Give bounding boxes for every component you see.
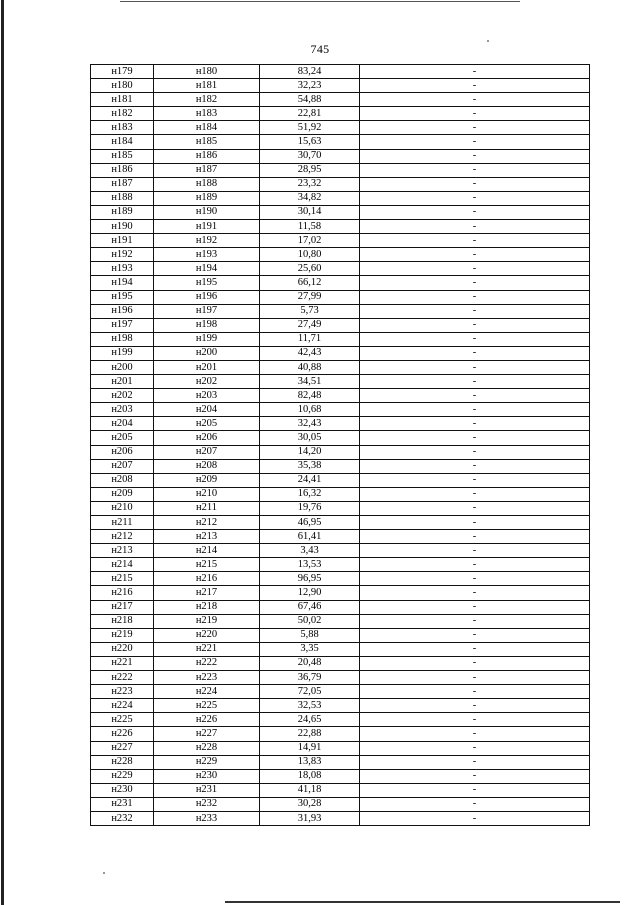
note-cell: - [360, 769, 590, 783]
point-to-cell: н228 [154, 741, 260, 755]
table-row [91, 79, 590, 93]
point-to-cell: н214 [154, 544, 260, 558]
table-row [91, 403, 590, 417]
note-cell: - [360, 558, 590, 572]
point-to-cell: н190 [154, 205, 260, 219]
distance-cell: 19,76 [260, 501, 360, 515]
distance-cell: 27,49 [260, 318, 360, 332]
note-cell: - [360, 699, 590, 713]
note-cell: - [360, 811, 590, 825]
note-cell: - [360, 431, 590, 445]
table-row [91, 318, 590, 332]
point-to-cell: н197 [154, 304, 260, 318]
point-from-cell: н189 [91, 205, 154, 219]
point-from-cell: н211 [91, 516, 154, 530]
distance-cell: 66,12 [260, 276, 360, 290]
point-from-cell: н207 [91, 459, 154, 473]
point-to-cell: н203 [154, 389, 260, 403]
note-cell: - [360, 403, 590, 417]
distance-cell: 32,43 [260, 417, 360, 431]
note-cell: - [360, 375, 590, 389]
note-cell: - [360, 149, 590, 163]
note-cell: - [360, 642, 590, 656]
distance-cell: 15,63 [260, 135, 360, 149]
distance-cell: 11,71 [260, 332, 360, 346]
point-from-cell: н192 [91, 248, 154, 262]
table-row [91, 290, 590, 304]
distance-cell: 5,73 [260, 304, 360, 318]
point-to-cell: н184 [154, 121, 260, 135]
note-cell: - [360, 473, 590, 487]
table-row [91, 163, 590, 177]
table-row [91, 332, 590, 346]
note-cell: - [360, 417, 590, 431]
distance-cell: 22,88 [260, 727, 360, 741]
point-to-cell: н221 [154, 642, 260, 656]
distance-cell: 12,90 [260, 586, 360, 600]
distance-cell: 32,23 [260, 79, 360, 93]
table-row [91, 501, 590, 515]
point-from-cell: н197 [91, 318, 154, 332]
scan-edge-bottom [225, 901, 620, 903]
note-cell: - [360, 135, 590, 149]
point-from-cell: н230 [91, 783, 154, 797]
point-from-cell: н204 [91, 417, 154, 431]
point-to-cell: н220 [154, 628, 260, 642]
distance-cell: 36,79 [260, 671, 360, 685]
table-row [91, 614, 590, 628]
note-cell: - [360, 191, 590, 205]
distance-cell: 3,43 [260, 544, 360, 558]
point-to-cell: н207 [154, 445, 260, 459]
point-from-cell: н196 [91, 304, 154, 318]
distance-cell: 16,32 [260, 487, 360, 501]
point-from-cell: н213 [91, 544, 154, 558]
point-from-cell: н200 [91, 360, 154, 374]
point-to-cell: н210 [154, 487, 260, 501]
distance-cell: 11,58 [260, 220, 360, 234]
point-to-cell: н204 [154, 403, 260, 417]
table-row [91, 205, 590, 219]
point-to-cell: н229 [154, 755, 260, 769]
distance-cell: 13,53 [260, 558, 360, 572]
distance-cell: 20,48 [260, 656, 360, 670]
table-row [91, 234, 590, 248]
table-row [91, 149, 590, 163]
table-row [91, 459, 590, 473]
distance-cell: 24,65 [260, 713, 360, 727]
table-row [91, 530, 590, 544]
distance-cell: 41,18 [260, 783, 360, 797]
distance-cell: 24,41 [260, 473, 360, 487]
table-row [91, 755, 590, 769]
point-from-cell: н221 [91, 656, 154, 670]
note-cell: - [360, 741, 590, 755]
note-cell: - [360, 262, 590, 276]
note-cell: - [360, 797, 590, 811]
distance-cell: 35,38 [260, 459, 360, 473]
point-to-cell: н206 [154, 431, 260, 445]
point-to-cell: н182 [154, 93, 260, 107]
note-cell: - [360, 304, 590, 318]
note-cell: - [360, 220, 590, 234]
point-to-cell: н193 [154, 248, 260, 262]
scan-speck [103, 872, 105, 874]
distance-cell: 13,83 [260, 755, 360, 769]
point-from-cell: н212 [91, 530, 154, 544]
point-to-cell: н218 [154, 600, 260, 614]
distance-cell: 14,91 [260, 741, 360, 755]
point-from-cell: н191 [91, 234, 154, 248]
note-cell: - [360, 614, 590, 628]
point-to-cell: н216 [154, 572, 260, 586]
note-cell: - [360, 713, 590, 727]
table-row [91, 797, 590, 811]
note-cell: - [360, 346, 590, 360]
scan-speck [487, 40, 489, 42]
point-from-cell: н231 [91, 797, 154, 811]
note-cell: - [360, 671, 590, 685]
point-from-cell: н226 [91, 727, 154, 741]
distance-cell: 31,93 [260, 811, 360, 825]
note-cell: - [360, 290, 590, 304]
point-from-cell: н217 [91, 600, 154, 614]
note-cell: - [360, 248, 590, 262]
point-from-cell: н198 [91, 332, 154, 346]
table-row [91, 220, 590, 234]
point-to-cell: н208 [154, 459, 260, 473]
note-cell: - [360, 783, 590, 797]
note-cell: - [360, 544, 590, 558]
distance-cell: 54,88 [260, 93, 360, 107]
point-from-cell: н195 [91, 290, 154, 304]
table-row [91, 628, 590, 642]
point-from-cell: н188 [91, 191, 154, 205]
point-to-cell: н212 [154, 516, 260, 530]
note-cell: - [360, 501, 590, 515]
distance-cell: 96,95 [260, 572, 360, 586]
point-from-cell: н218 [91, 614, 154, 628]
table-row [91, 135, 590, 149]
table-row [91, 713, 590, 727]
table-row [91, 276, 590, 290]
point-to-cell: н201 [154, 360, 260, 374]
distance-cell: 10,80 [260, 248, 360, 262]
note-cell: - [360, 234, 590, 248]
point-from-cell: н222 [91, 671, 154, 685]
note-cell: - [360, 727, 590, 741]
point-to-cell: н222 [154, 656, 260, 670]
table-row [91, 107, 590, 121]
distance-cell: 10,68 [260, 403, 360, 417]
point-from-cell: н199 [91, 346, 154, 360]
point-to-cell: н180 [154, 65, 260, 79]
distance-cell: 18,08 [260, 769, 360, 783]
table-row [91, 304, 590, 318]
note-cell: - [360, 107, 590, 121]
point-to-cell: н213 [154, 530, 260, 544]
point-to-cell: н181 [154, 79, 260, 93]
scan-edge-left [1, 0, 4, 905]
note-cell: - [360, 685, 590, 699]
point-from-cell: н208 [91, 473, 154, 487]
distance-cell: 30,28 [260, 797, 360, 811]
point-to-cell: н231 [154, 783, 260, 797]
table-row [91, 375, 590, 389]
table-body [91, 65, 590, 826]
point-to-cell: н195 [154, 276, 260, 290]
scan-edge-top [120, 1, 520, 2]
distance-cell: 14,20 [260, 445, 360, 459]
point-to-cell: н211 [154, 501, 260, 515]
distance-cell: 30,14 [260, 205, 360, 219]
point-from-cell: н203 [91, 403, 154, 417]
table-row [91, 445, 590, 459]
table-row [91, 360, 590, 374]
point-to-cell: н227 [154, 727, 260, 741]
distance-cell: 34,51 [260, 375, 360, 389]
coordinates-table [90, 64, 590, 826]
note-cell: - [360, 628, 590, 642]
point-to-cell: н215 [154, 558, 260, 572]
point-to-cell: н200 [154, 346, 260, 360]
note-cell: - [360, 205, 590, 219]
point-from-cell: н181 [91, 93, 154, 107]
note-cell: - [360, 360, 590, 374]
point-to-cell: н233 [154, 811, 260, 825]
point-to-cell: н189 [154, 191, 260, 205]
distance-cell: 61,41 [260, 530, 360, 544]
table-row [91, 121, 590, 135]
point-from-cell: н219 [91, 628, 154, 642]
table-row [91, 346, 590, 360]
point-from-cell: н190 [91, 220, 154, 234]
point-from-cell: н187 [91, 177, 154, 191]
note-cell: - [360, 530, 590, 544]
point-to-cell: н196 [154, 290, 260, 304]
point-from-cell: н220 [91, 642, 154, 656]
point-from-cell: н215 [91, 572, 154, 586]
point-to-cell: н209 [154, 473, 260, 487]
table-row [91, 769, 590, 783]
note-cell: - [360, 121, 590, 135]
point-from-cell: н194 [91, 276, 154, 290]
table-row [91, 600, 590, 614]
point-to-cell: н186 [154, 149, 260, 163]
point-to-cell: н191 [154, 220, 260, 234]
note-cell: - [360, 445, 590, 459]
note-cell: - [360, 755, 590, 769]
distance-cell: 3,35 [260, 642, 360, 656]
point-to-cell: н232 [154, 797, 260, 811]
note-cell: - [360, 93, 590, 107]
table-row [91, 685, 590, 699]
table-row [91, 473, 590, 487]
point-to-cell: н226 [154, 713, 260, 727]
point-to-cell: н224 [154, 685, 260, 699]
point-from-cell: н227 [91, 741, 154, 755]
point-from-cell: н180 [91, 79, 154, 93]
distance-cell: 67,46 [260, 600, 360, 614]
table-row [91, 727, 590, 741]
point-from-cell: н216 [91, 586, 154, 600]
table-row [91, 516, 590, 530]
table-row [91, 262, 590, 276]
point-from-cell: н205 [91, 431, 154, 445]
note-cell: - [360, 332, 590, 346]
point-to-cell: н202 [154, 375, 260, 389]
point-from-cell: н232 [91, 811, 154, 825]
note-cell: - [360, 600, 590, 614]
point-to-cell: н192 [154, 234, 260, 248]
note-cell: - [360, 177, 590, 191]
distance-cell: 72,05 [260, 685, 360, 699]
distance-cell: 27,99 [260, 290, 360, 304]
point-from-cell: н186 [91, 163, 154, 177]
point-from-cell: н193 [91, 262, 154, 276]
point-from-cell: н225 [91, 713, 154, 727]
table-row [91, 417, 590, 431]
table-row [91, 783, 590, 797]
distance-cell: 23,32 [260, 177, 360, 191]
point-from-cell: н202 [91, 389, 154, 403]
note-cell: - [360, 65, 590, 79]
note-cell: - [360, 586, 590, 600]
point-to-cell: н185 [154, 135, 260, 149]
distance-cell: 5,88 [260, 628, 360, 642]
note-cell: - [360, 656, 590, 670]
point-to-cell: н230 [154, 769, 260, 783]
table-row [91, 558, 590, 572]
point-to-cell: н187 [154, 163, 260, 177]
table-row [91, 487, 590, 501]
point-from-cell: н179 [91, 65, 154, 79]
table-row [91, 642, 590, 656]
point-to-cell: н219 [154, 614, 260, 628]
point-from-cell: н184 [91, 135, 154, 149]
point-from-cell: н229 [91, 769, 154, 783]
note-cell: - [360, 459, 590, 473]
distance-cell: 28,95 [260, 163, 360, 177]
point-from-cell: н223 [91, 685, 154, 699]
note-cell: - [360, 79, 590, 93]
point-from-cell: н228 [91, 755, 154, 769]
point-from-cell: н183 [91, 121, 154, 135]
point-from-cell: н185 [91, 149, 154, 163]
distance-cell: 40,88 [260, 360, 360, 374]
distance-cell: 50,02 [260, 614, 360, 628]
table-row [91, 248, 590, 262]
table-row [91, 671, 590, 685]
point-from-cell: н206 [91, 445, 154, 459]
table-row [91, 431, 590, 445]
distance-cell: 83,24 [260, 65, 360, 79]
note-cell: - [360, 318, 590, 332]
point-from-cell: н210 [91, 501, 154, 515]
point-to-cell: н199 [154, 332, 260, 346]
distance-cell: 42,43 [260, 346, 360, 360]
table-row [91, 586, 590, 600]
distance-cell: 30,05 [260, 431, 360, 445]
table-row [91, 177, 590, 191]
point-to-cell: н194 [154, 262, 260, 276]
note-cell: - [360, 516, 590, 530]
distance-cell: 46,95 [260, 516, 360, 530]
distance-cell: 32,53 [260, 699, 360, 713]
table-row [91, 572, 590, 586]
page-number: 745 [310, 42, 330, 56]
distance-cell: 82,48 [260, 389, 360, 403]
point-to-cell: н217 [154, 586, 260, 600]
table-row [91, 544, 590, 558]
point-from-cell: н209 [91, 487, 154, 501]
table-row [91, 811, 590, 825]
point-from-cell: н182 [91, 107, 154, 121]
table-row [91, 93, 590, 107]
point-from-cell: н214 [91, 558, 154, 572]
distance-cell: 17,02 [260, 234, 360, 248]
table-row [91, 389, 590, 403]
note-cell: - [360, 276, 590, 290]
point-from-cell: н224 [91, 699, 154, 713]
table-row [91, 65, 590, 79]
distance-cell: 22,81 [260, 107, 360, 121]
table-row [91, 741, 590, 755]
note-cell: - [360, 572, 590, 586]
distance-cell: 51,92 [260, 121, 360, 135]
distance-cell: 25,60 [260, 262, 360, 276]
distance-cell: 34,82 [260, 191, 360, 205]
distance-cell: 30,70 [260, 149, 360, 163]
table-row [91, 699, 590, 713]
point-to-cell: н225 [154, 699, 260, 713]
point-from-cell: н201 [91, 375, 154, 389]
point-to-cell: н188 [154, 177, 260, 191]
point-to-cell: н183 [154, 107, 260, 121]
note-cell: - [360, 487, 590, 501]
point-to-cell: н205 [154, 417, 260, 431]
table-row [91, 191, 590, 205]
point-to-cell: н223 [154, 671, 260, 685]
table-row [91, 656, 590, 670]
point-to-cell: н198 [154, 318, 260, 332]
note-cell: - [360, 163, 590, 177]
note-cell: - [360, 389, 590, 403]
